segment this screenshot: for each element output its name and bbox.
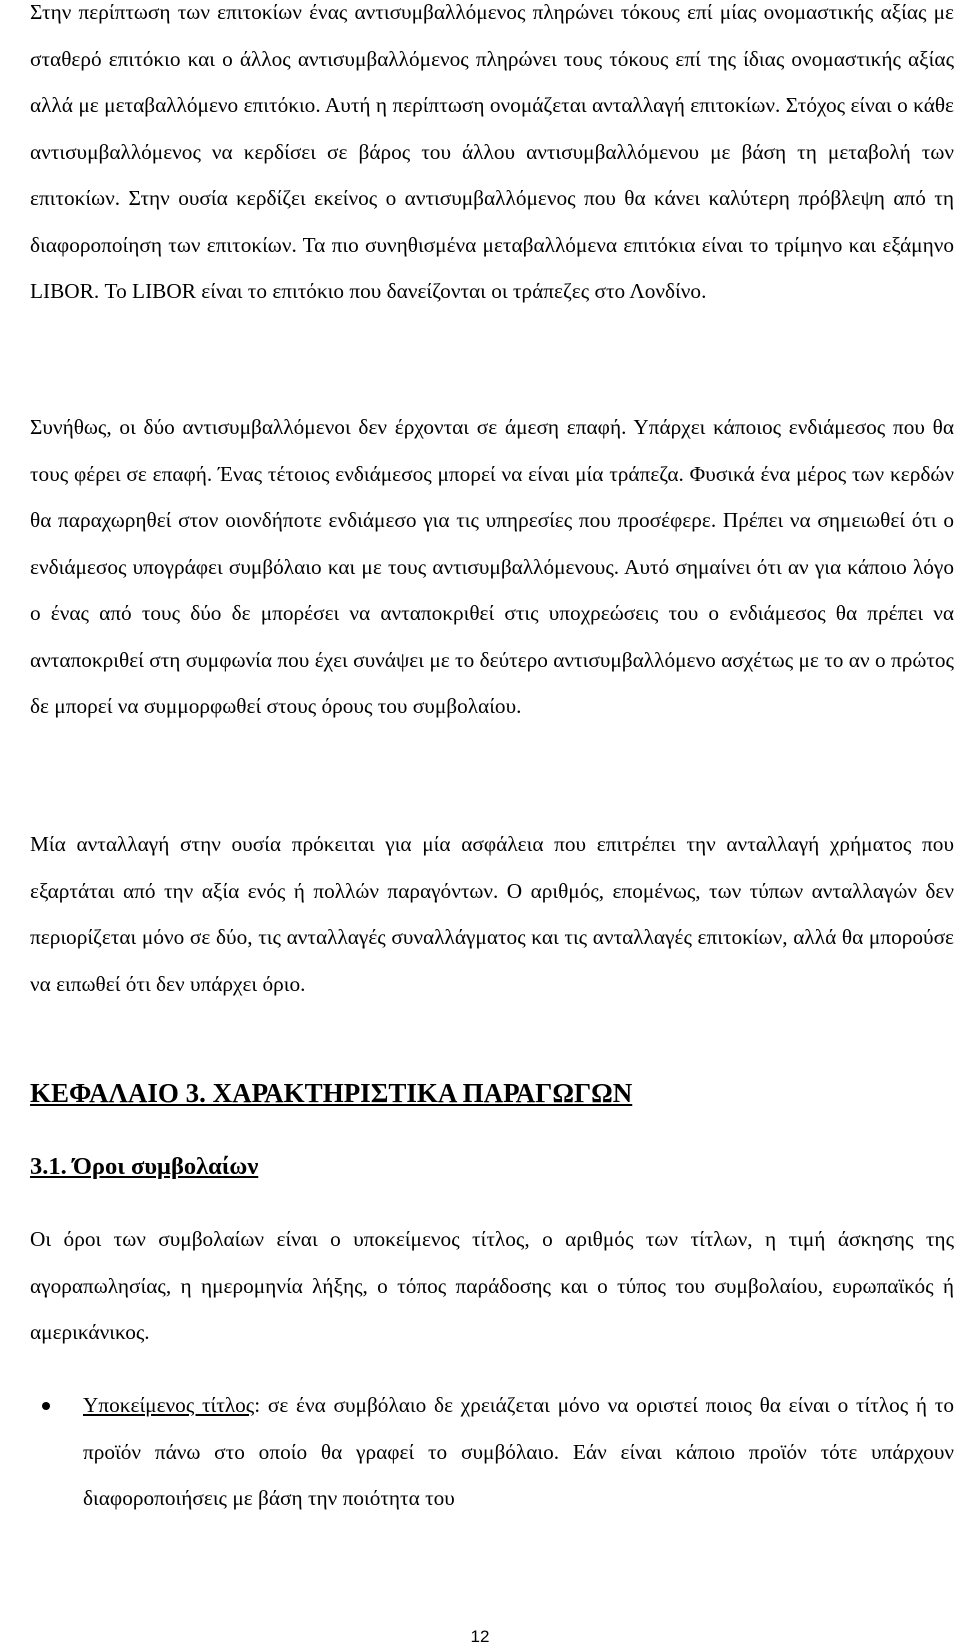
- paragraph-interest-swap: Στην περίπτωση των επιτοκίων ένας αντισυμβαλλόμενος πληρώνει τόκους επί μίας ονομαστικής αξίας με σταθερό επιτόκιο και ο άλλος αντισυμβαλλόμενος πληρώνει τους τόκους επί της ίδιας ονομαστικής αξίας αλλά με μεταβαλλόμενο επιτόκιο. Αυτή η περίπτωση ονομάζεται ανταλλαγή επιτοκίων. Στόχος είναι ο κάθε αντισυμβαλλόμενος να κερδίσει σε βάρος του άλλου αντισυμβαλλόμενου με βάση τη μεταβολή των επιτοκίων. Στην ουσία κερδίζει εκείνος ο αντισυμβαλλόμενος που θα κάνει καλύτερη πρόβλεψη από τη διαφοροποίηση των επιτοκίων. Τα πιο συνηθισμένα μεταβαλλόμενα επιτόκια είναι το τρίμηνο και εξάμηνο LIBOR. Το LIBOR είναι το επιτόκιο που δανείζονται οι τράπεζες στο Λονδίνο.: [30, 0, 954, 303]
- paragraph-swap-definition: Μία ανταλλαγή στην ουσία πρόκειται για μία ασφάλεια που επιτρέπει την ανταλλαγή χρήματος που εξαρτάται από την αξία ενός ή πολλών παραγόντων. Ο αριθμός, επομένως, των τύπων ανταλλαγών δεν περιορίζεται μόνο σε δύο, τις ανταλλαγές συναλλάγματος και τις ανταλλαγές επιτοκίων, αλλά θα μπορούσε να ειπωθεί ότι δεν υπάρχει όριο.: [30, 832, 954, 996]
- bullet-term: Υποκείμενος τίτλος: [83, 1393, 255, 1417]
- paragraph-intermediary: Συνήθως, οι δύο αντισυμβαλλόμενοι δεν έρχονται σε άμεση επαφή. Υπάρχει κάποιος ενδιάμεσος που θα τους φέρει σε επαφή. Ένας τέτοιος ενδιάμεσος μπορεί να είναι μία τράπεζα. Φυσικά ένα μέρος των κερδών θα παραχωρηθεί στον οιονδήποτε ενδιάμεσο για τις υπηρεσίες που προσέφερε. Πρέπει να σημειωθεί ότι ο ενδιάμεσος υπογράφει συμβόλαιο και με τους αντισυμβαλλόμενους. Αυτό σημαίνει ότι αν για κάποιο λόγο ο ένας από τους δύο δε μπορέσει να ανταποκριθεί στις υποχρεώσεις του ο ενδιάμεσος θα πρέπει να ανταποκριθεί στη συμφωνία που έχει συνάψει με το δεύτερο αντισυμβαλλόμενο ασχέτως με το αν ο πρώτος δε μπορεί να συμμορφωθεί στους όρους του συμβολαίου.: [30, 415, 954, 718]
- section-heading: 3.1. Όροι συμβολαίων: [30, 1153, 259, 1180]
- page-number: 12: [470, 1627, 490, 1646]
- bullet-separator: :: [254, 1393, 268, 1417]
- bullet-text: [83, 1382, 954, 1522]
- bullet-icon: [42, 1402, 50, 1410]
- paragraph-contract-terms: Οι όροι των συμβολαίων είναι ο υποκείμενος τίτλος, ο αριθμός των τίτλων, η τιμή άσκησης της αγοραπωλησίας, η ημερομηνία λήξης, ο τόπος παράδοσης και ο τύπος του συμβολαίου, ευρωπαϊκός ή αμερικάνικος.: [30, 1227, 954, 1344]
- chapter-heading: ΚΕΦΑΛΑΙΟ 3. ΧΑΡΑΚΤΗΡΙΣΤΙΚΑ ΠΑΡΑΓΩΓΩΝ: [30, 1078, 633, 1108]
- bullet-body: σε ένα συμβόλαιο δε χρειάζεται μόνο να οριστεί ποιος θα είναι ο τίτλος ή το προϊόν πάνω στο οποίο θα γραφεί το συμβόλαιο. Εάν είναι κάποιο προϊόν τότε υπάρχουν διαφοροποιήσεις με βάση την ποιότητα του: [83, 1393, 955, 1510]
